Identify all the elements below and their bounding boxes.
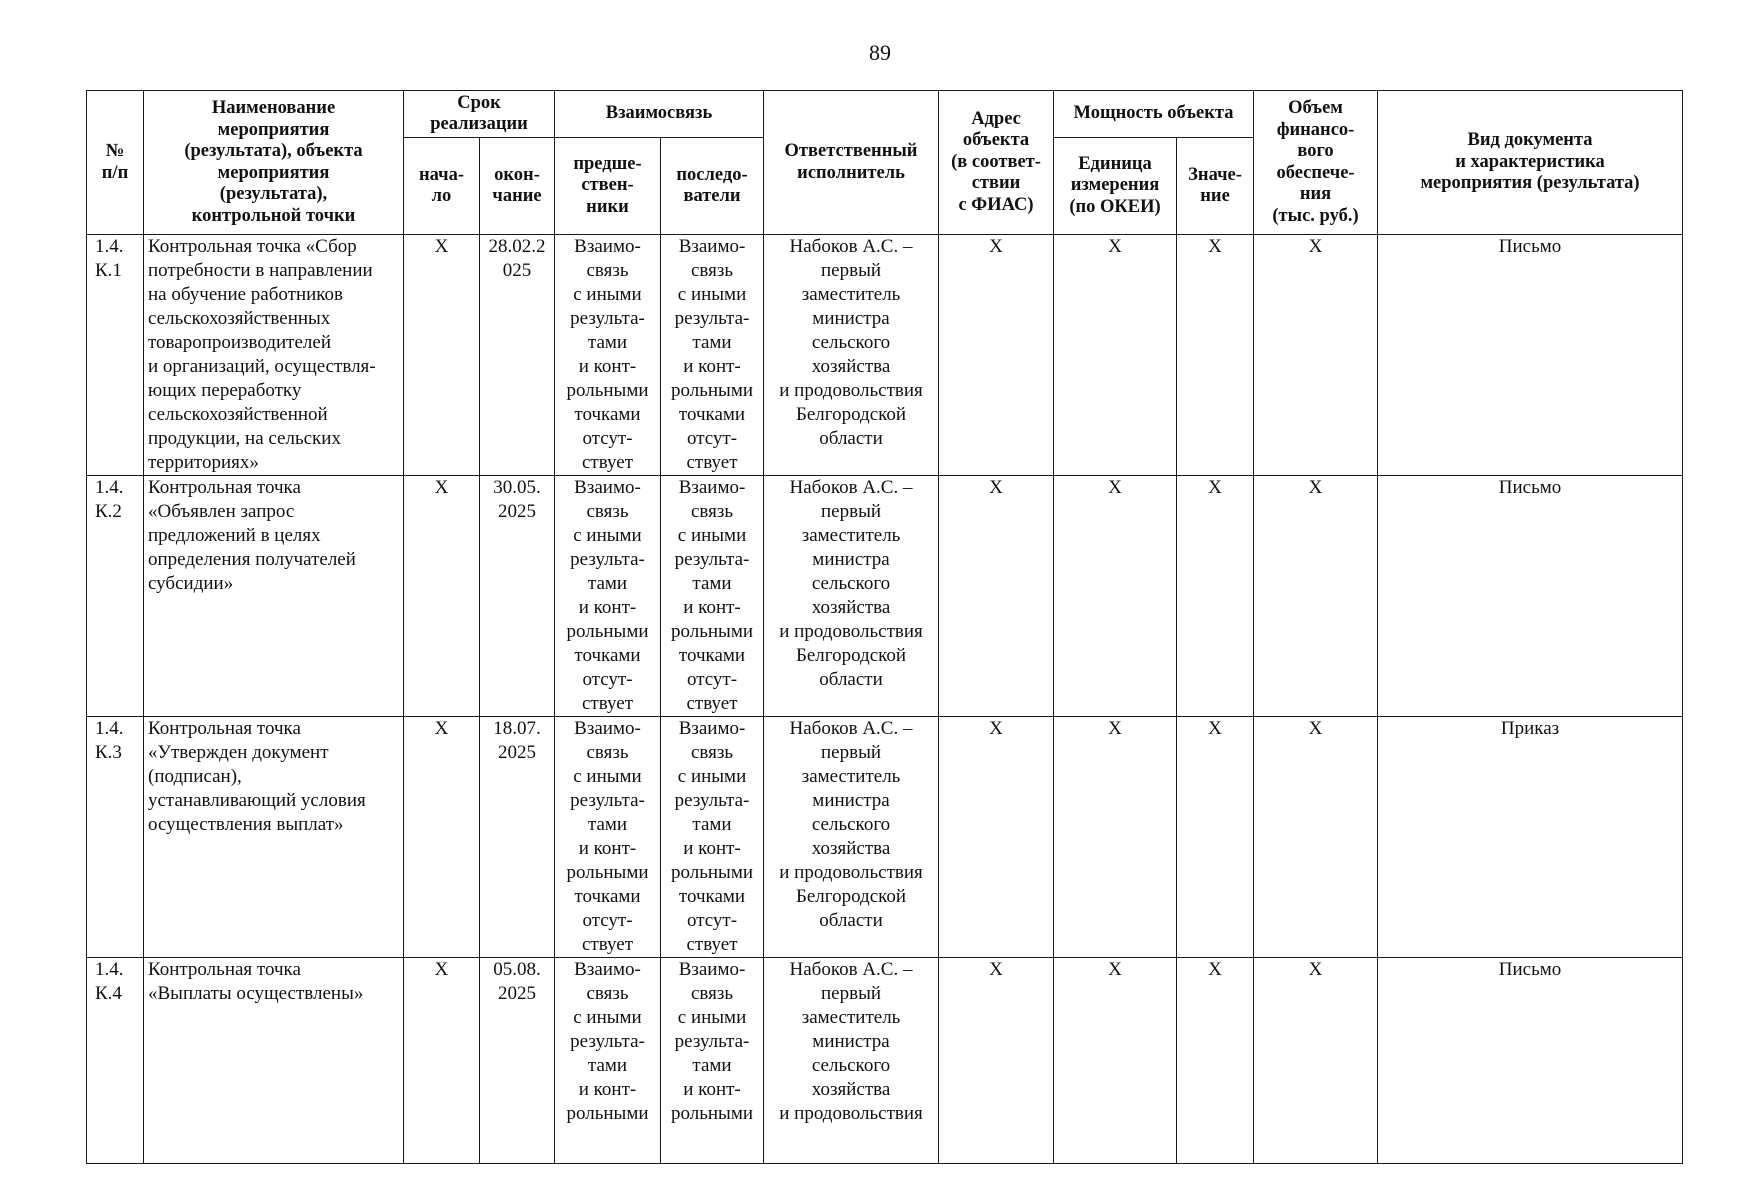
row-name: Контрольная точка «Утвержден документ (подписан), устанавливающий условия осуществления выплат» xyxy=(144,717,404,958)
header-term: Срок реализации xyxy=(404,91,555,138)
row-funding: X xyxy=(1254,476,1378,717)
header-capacity: Мощность объекта xyxy=(1054,91,1254,138)
row-num: 1.4. К.4 xyxy=(87,958,144,1164)
header-doc-type: Вид документа и характеристика мероприятия (результата) xyxy=(1378,91,1683,235)
row-next: Взаимо- связь с иными результа- тами и конт- рольными точками отсут- ствует xyxy=(661,235,764,476)
row-end: 05.08. 2025 xyxy=(480,958,555,1164)
row-executor: Набоков А.С. – первый заместитель министра сельского хозяйства и продовольствия Белгородской области xyxy=(764,476,939,717)
row-num: 1.4. К.3 xyxy=(87,717,144,958)
header-term-start: нача- ло xyxy=(404,138,480,235)
row-name: Контрольная точка «Сбор потребности в направлении на обучение работников сельскохозяйственных товаропроизводителей и организаций, осуществля- ющих переработку сельскохозяйственной продукции, на сельских территориях» xyxy=(144,235,404,476)
control-points-table xyxy=(86,90,1683,1164)
row-address: X xyxy=(939,476,1054,717)
header-name: Наименование мероприятия (результата), объекта мероприятия (результата), контрольной точки xyxy=(144,91,404,235)
row-name: Контрольная точка «Выплаты осуществлены» xyxy=(144,958,404,1164)
table-row xyxy=(87,476,1683,717)
row-start: X xyxy=(404,235,480,476)
header-relation-next: последо- ватели xyxy=(661,138,764,235)
row-end: 30.05. 2025 xyxy=(480,476,555,717)
row-next: Взаимо- связь с иными результа- тами и конт- рольными точками отсут- ствует xyxy=(661,476,764,717)
header-funding: Объем финансо- вого обеспече- ния (тыс. руб.) xyxy=(1254,91,1378,235)
row-address: X xyxy=(939,717,1054,958)
row-doc-type: Письмо xyxy=(1378,958,1683,1164)
row-executor: Набоков А.С. – первый заместитель министра сельского хозяйства и продовольствия Белгородской области xyxy=(764,717,939,958)
header-capacity-unit: Единица измерения (по ОКЕИ) xyxy=(1054,138,1177,235)
row-value: X xyxy=(1177,235,1254,476)
row-funding: X xyxy=(1254,958,1378,1164)
header-capacity-value: Значе- ние xyxy=(1177,138,1254,235)
row-end: 28.02.2 025 xyxy=(480,235,555,476)
header-relation: Взаимосвязь xyxy=(555,91,764,138)
header-address: Адрес объекта (в соответ- ствии с ФИАС) xyxy=(939,91,1054,235)
row-doc-type: Письмо xyxy=(1378,476,1683,717)
row-unit: X xyxy=(1054,717,1177,958)
row-prev: Взаимо- связь с иными результа- тами и конт- рольными точками отсут- ствует xyxy=(555,235,661,476)
row-address: X xyxy=(939,235,1054,476)
row-unit: X xyxy=(1054,958,1177,1164)
header-executor: Ответственный исполнитель xyxy=(764,91,939,235)
row-funding: X xyxy=(1254,717,1378,958)
row-end: 18.07. 2025 xyxy=(480,717,555,958)
row-start: X xyxy=(404,476,480,717)
header-num: № п/п xyxy=(87,91,144,235)
row-num: 1.4. К.1 xyxy=(87,235,144,476)
row-num: 1.4. К.2 xyxy=(87,476,144,717)
row-unit: X xyxy=(1054,235,1177,476)
table-header xyxy=(87,91,1683,235)
row-executor: Набоков А.С. – первый заместитель министра сельского хозяйства и продовольствия Белгородской области xyxy=(764,235,939,476)
row-value: X xyxy=(1177,958,1254,1164)
row-funding: X xyxy=(1254,235,1378,476)
row-next: Взаимо- связь с иными результа- тами и конт- рольными точками отсут- ствует xyxy=(661,717,764,958)
row-prev: Взаимо- связь с иными результа- тами и конт- рольными точками отсут- ствует xyxy=(555,717,661,958)
header-term-end: окон- чание xyxy=(480,138,555,235)
header-relation-prev: предше- ствен- ники xyxy=(555,138,661,235)
row-value: X xyxy=(1177,476,1254,717)
row-next: Взаимо- связь с иными результа- тами и конт- рольными xyxy=(661,958,764,1164)
table-row xyxy=(87,958,1683,1164)
row-start: X xyxy=(404,958,480,1164)
page-number: 89 xyxy=(869,40,891,65)
row-doc-type: Письмо xyxy=(1378,235,1683,476)
row-executor: Набоков А.С. – первый заместитель министра сельского хозяйства и продовольствия xyxy=(764,958,939,1164)
table-row xyxy=(87,717,1683,958)
row-address: X xyxy=(939,958,1054,1164)
row-prev: Взаимо- связь с иными результа- тами и конт- рольными точками отсут- ствует xyxy=(555,476,661,717)
row-unit: X xyxy=(1054,476,1177,717)
table-row xyxy=(87,235,1683,476)
row-prev: Взаимо- связь с иными результа- тами и конт- рольными xyxy=(555,958,661,1164)
row-doc-type: Приказ xyxy=(1378,717,1683,958)
row-start: X xyxy=(404,717,480,958)
row-value: X xyxy=(1177,717,1254,958)
row-name: Контрольная точка «Объявлен запрос предложений в целях определения получателей субсидии» xyxy=(144,476,404,717)
